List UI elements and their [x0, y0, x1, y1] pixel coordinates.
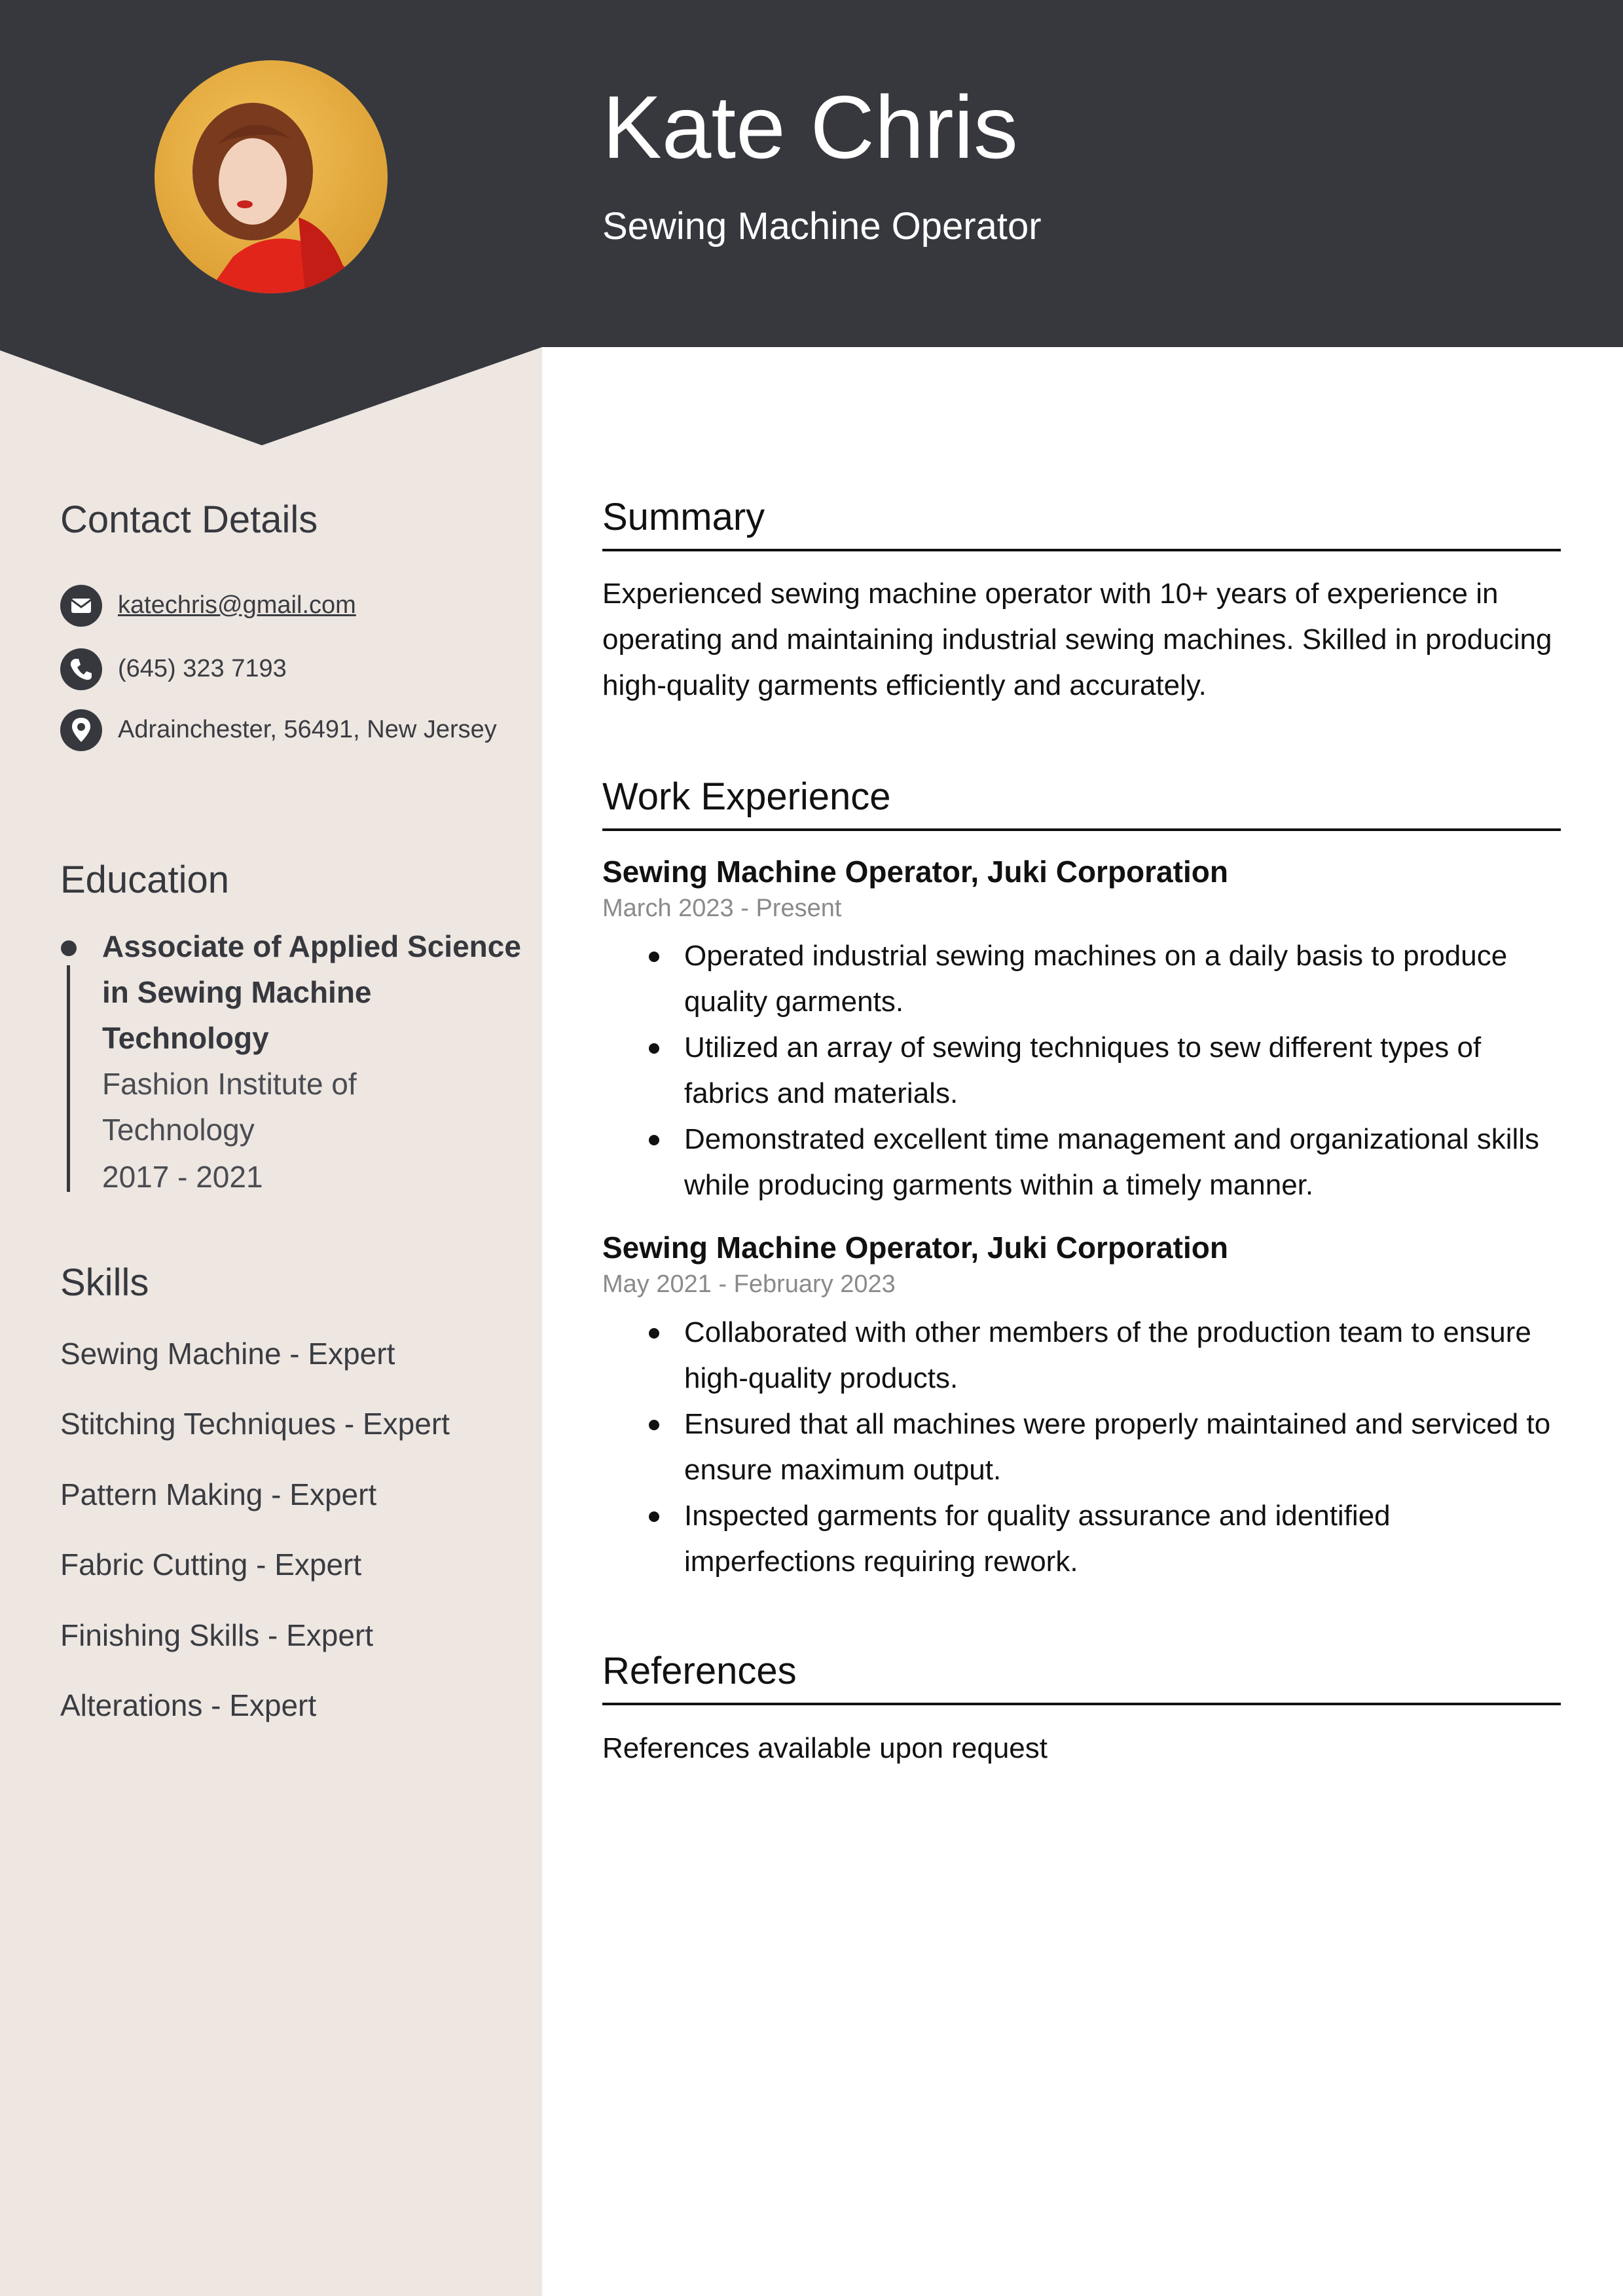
references-section-title: References: [602, 1650, 797, 1692]
skill-item: Pattern Making - Expert: [60, 1477, 377, 1511]
skill-item: Finishing Skills - Expert: [60, 1618, 374, 1652]
summary-text: Experienced sewing machine operator with 10+ years of experience in operating and maintaining industrial sewing machines. Skilled in producing high-quality garments efficiently and accurately.: [602, 578, 1552, 701]
skill-item: Fabric Cutting - Expert: [60, 1547, 362, 1582]
job-bullet: Ensured that all machines were properly maintained and serviced to ensure maximum output.: [684, 1401, 1561, 1493]
job-dates: March 2023 - Present: [602, 895, 842, 922]
contact-phone: (645) 323 7193: [118, 655, 287, 682]
envelope-icon: [60, 585, 102, 627]
experience-section-title: Work Experience: [602, 775, 891, 818]
job-title: Sewing Machine Operator, Juki Corporation: [602, 855, 1228, 889]
job-title: Sewing Machine Operator, Juki Corporation: [602, 1231, 1228, 1265]
contact-section-title: Contact Details: [60, 498, 318, 541]
skill-item: Sewing Machine - Expert: [60, 1337, 395, 1371]
references-text: References available upon request: [602, 1732, 1048, 1764]
job-bullet: Inspected garments for quality assurance and identified imperfections requiring rework.: [684, 1493, 1561, 1585]
skill-item: Stitching Techniques - Expert: [60, 1407, 450, 1441]
job-bullet: Utilized an array of sewing techniques to sew different types of fabrics and materials.: [684, 1025, 1561, 1117]
summary-section-title: Summary: [602, 496, 765, 538]
job-bullets: [602, 933, 1561, 1208]
job-dates: May 2021 - February 2023: [602, 1270, 896, 1298]
timeline-dot: [61, 940, 77, 956]
location-pin-icon: [60, 709, 102, 751]
phone-icon: [60, 648, 102, 690]
candidate-role: Sewing Machine Operator: [602, 205, 1042, 248]
contact-email[interactable]: katechris@gmail.com: [118, 591, 356, 619]
section-divider: [602, 1703, 1561, 1705]
education-degree: Associate of Applied Science in Sewing Machine Technology: [102, 929, 521, 1055]
job-bullet: Operated industrial sewing machines on a daily basis to produce quality garments.: [684, 933, 1561, 1025]
job-bullet: Collaborated with other members of the production team to ensure high-quality products.: [684, 1310, 1561, 1401]
section-divider: [602, 828, 1561, 831]
timeline-line: [67, 965, 70, 1192]
candidate-name: Kate Chris: [602, 77, 1018, 177]
education-years: 2017 - 2021: [102, 1160, 263, 1194]
contact-address: Adrainchester, 56491, New Jersey: [118, 716, 497, 743]
education-section-title: Education: [60, 859, 229, 901]
education-school: Fashion Institute of Technology: [102, 1067, 357, 1147]
avatar: [155, 60, 388, 293]
job-bullets: [602, 1310, 1561, 1585]
section-divider: [602, 549, 1561, 551]
skill-item: Alterations - Expert: [60, 1688, 317, 1722]
skills-section-title: Skills: [60, 1261, 149, 1304]
job-bullet: Demonstrated excellent time management and organizational skills while producing garments within a timely manner.: [684, 1117, 1561, 1208]
